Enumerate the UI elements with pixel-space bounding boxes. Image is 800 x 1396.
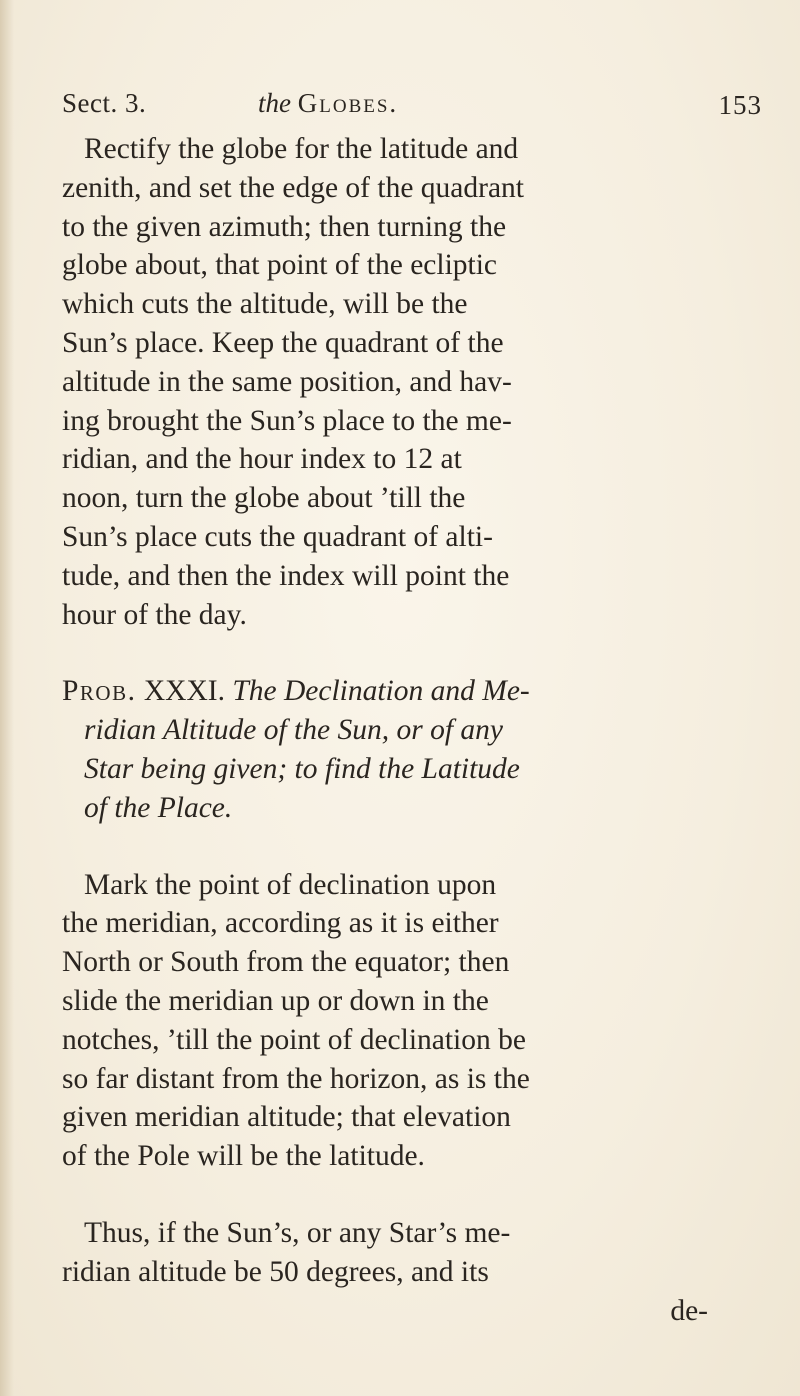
- text-line: slide the meridian up or down in the: [62, 984, 489, 1017]
- section-label: Sect. 3.: [62, 88, 147, 118]
- text-line: altitude in the same position, and hav-: [62, 365, 512, 398]
- text-line: of the Pole will be the latitude.: [62, 1140, 425, 1173]
- problem-title-line: Star being given; to find the Latitude: [84, 752, 520, 785]
- paragraph-mark: [62, 866, 770, 1176]
- text-line: so far distant from the horizon, as is the: [62, 1062, 530, 1095]
- paragraph-gap: [62, 634, 770, 672]
- text-line: ridian, and the hour index to 12 at: [62, 443, 462, 476]
- paragraph-gap: [62, 828, 770, 866]
- text-line: globe about, that point of the ecliptic: [62, 249, 498, 282]
- problem-title-line: ridian Altitude of the Sun, or of any: [84, 714, 503, 747]
- text-line: ridian altitude be 50 degrees, and its: [62, 1255, 489, 1288]
- running-title-the: the: [258, 88, 291, 118]
- text-line: North or South from the equator; then: [62, 946, 510, 979]
- problem-line: [62, 672, 770, 711]
- problem-title-line: of the Place.: [84, 791, 233, 824]
- gutter-shadow: [0, 0, 14, 1396]
- problem-label: Prob.: [62, 675, 137, 708]
- text-line: Sun’s place. Keep the quadrant of the: [62, 326, 504, 359]
- problem-title-line: The Declination and Me-: [232, 675, 530, 708]
- text-line: Mark the point of declination upon: [84, 868, 497, 901]
- running-title: [258, 88, 398, 119]
- problem-number: XXXI.: [143, 675, 225, 708]
- text-line: ing brought the Sun’s place to the me-: [62, 404, 512, 437]
- text-line: noon, turn the globe about ’till the: [62, 482, 466, 515]
- text-line: Thus, if the Sun’s, or any Star’s me-: [84, 1216, 511, 1249]
- problem-heading: [62, 672, 770, 827]
- paragraph-thus: [62, 1214, 770, 1330]
- text-line: given meridian altitude; that elevation: [62, 1101, 511, 1134]
- text-line: zenith, and set the edge of the quadrant: [62, 171, 524, 204]
- catchword: de-: [670, 1294, 708, 1327]
- text-line: the meridian, according as it is either: [62, 907, 499, 940]
- running-title-globes: Globes.: [297, 88, 399, 118]
- text-line: Rectify the globe for the latitude and: [84, 133, 519, 165]
- paragraph-gap: [62, 1176, 770, 1214]
- page-number: 153: [718, 90, 762, 120]
- paragraph-rectify: [62, 130, 770, 634]
- text-line: Sun’s place cuts the quadrant of alti-: [62, 520, 493, 553]
- text-line: hour of the day.: [62, 598, 247, 631]
- text-line: tude, and then the index will point the: [62, 559, 510, 592]
- running-header: [62, 88, 762, 128]
- text-line: notches, ’till the point of declination be: [62, 1023, 526, 1056]
- text-line: which cuts the altitude, will be the: [62, 288, 468, 321]
- text-line: to the given azimuth; then turning the: [62, 210, 507, 243]
- body-text: [62, 130, 770, 1330]
